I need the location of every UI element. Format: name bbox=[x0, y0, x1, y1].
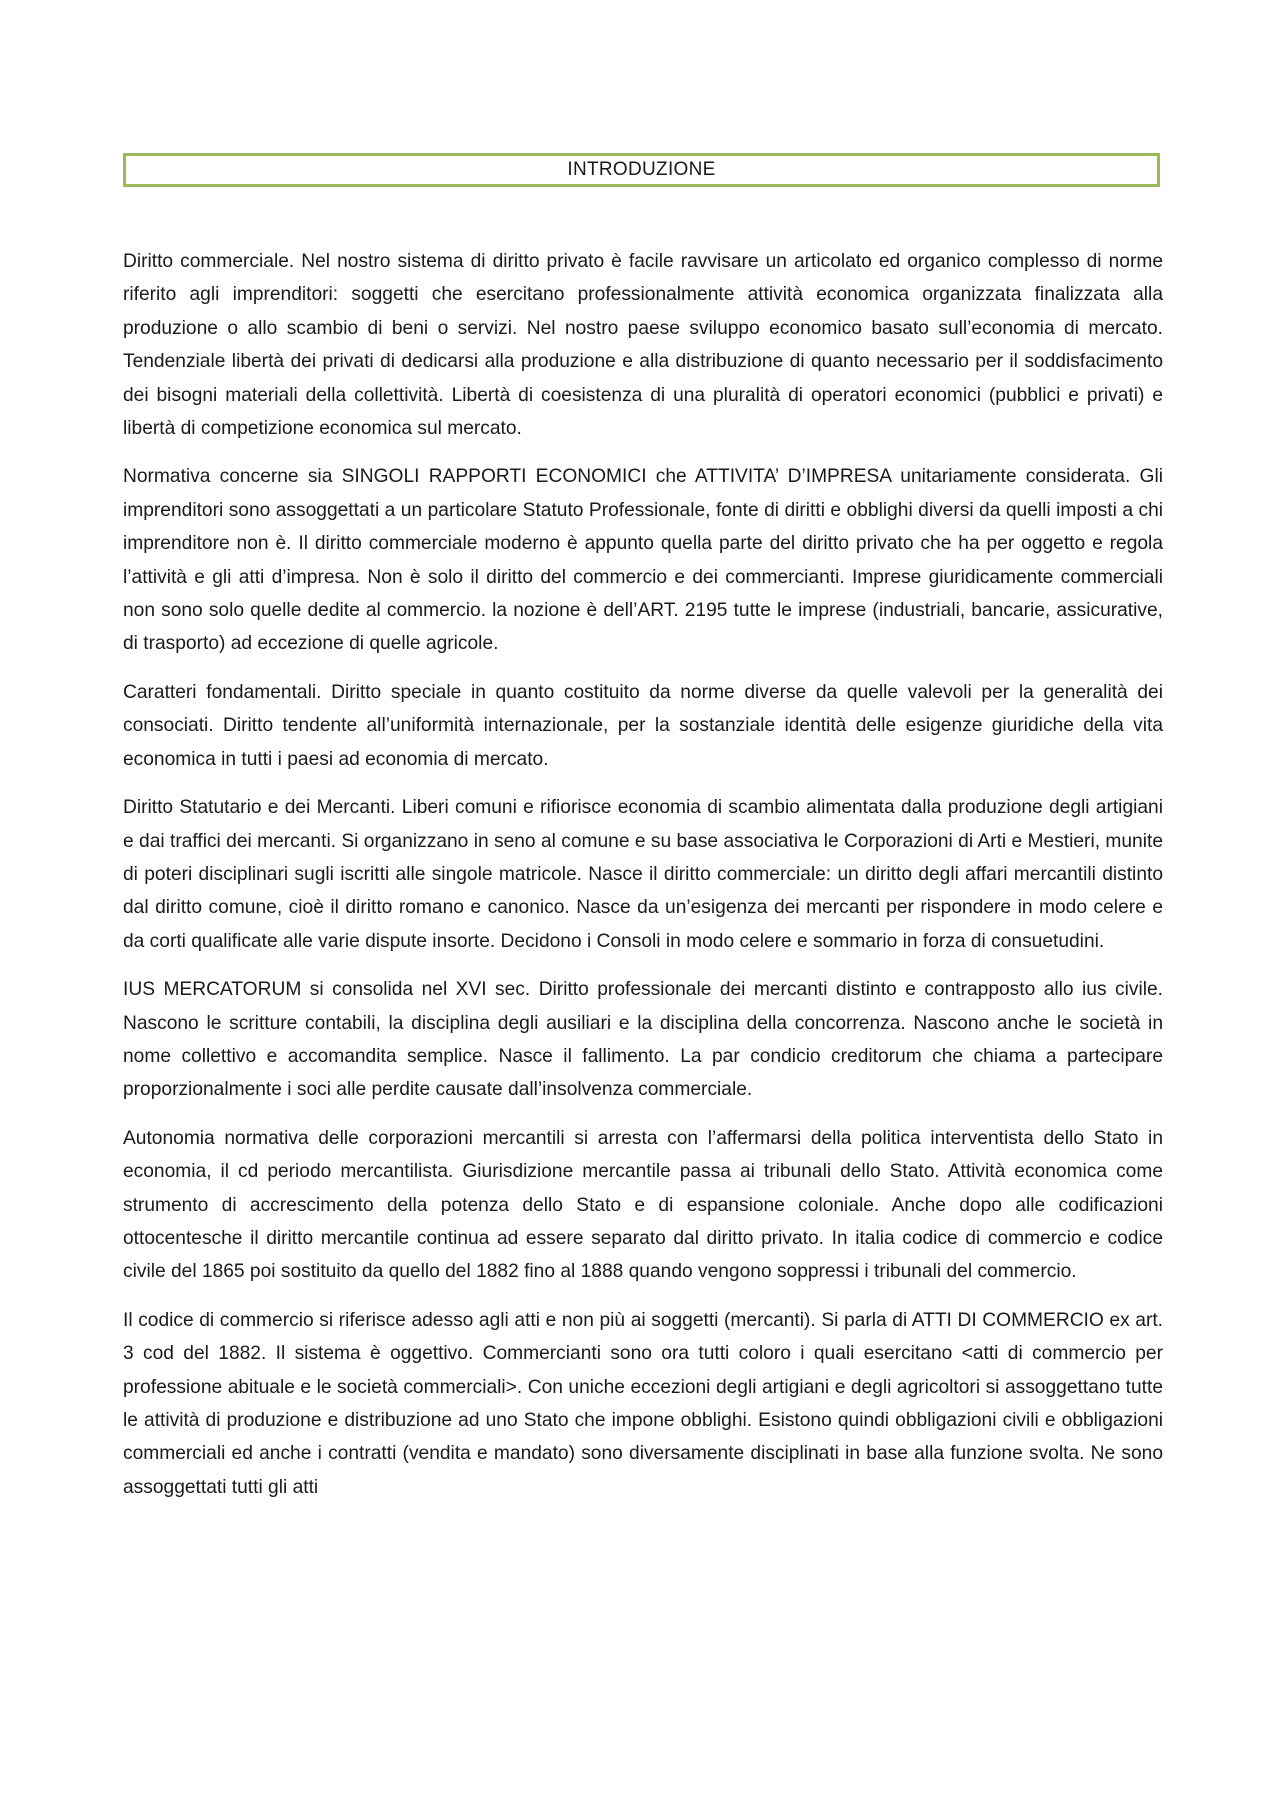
paragraph-caratteri-fondamentali: Caratteri fondamentali. Diritto speciale in quanto costituito da norme diverse da quelle valevoli per la generalità dei consociati. Diritto tendente all’uniformità internazionale, per la sostanziale identità delle esigenze giuridiche della vita economica in tutti i paesi ad economia di mercato. bbox=[123, 681, 1163, 770]
paragraph-normativa: Normativa concerne sia SINGOLI RAPPORTI ECONOMICI che ATTIVITA’ D’IMPRESA unitariamente considerata. Gli imprenditori sono assoggettati a un particolare Statuto Professionale, fonte di diritti e obblighi diversi da quelli imposti a chi imprenditore non è. Il diritto commerciale moderno è appunto quella parte del diritto privato che ha per oggetto e regola l’attività e gli atti d’impresa. Non è solo il diritto del commercio e dei commercianti. Imprese giuridicamente commerciali non sono solo quelle dedite al commercio. la nozione è dell’ART. 2195 tutte le imprese (industriali, bancarie, assicurative, di trasporto) ad eccezione di quelle agricole. bbox=[123, 466, 1163, 655]
paragraph-diritto-commerciale: Diritto commerciale. Nel nostro sistema di diritto privato è facile ravvisare un articolato ed organico complesso di norme riferito agli imprenditori: soggetti che esercitano professionalmente attività economica organizzata finalizzata alla produzione o allo scambio di beni o servizi. Nel nostro paese sviluppo economico basato sull’economia di mercato. Tendenziale libertà dei privati di dedicarsi alla produzione e alla distribuzione di quanto necessario per il soddisfacimento dei bisogni materiali della collettività. Libertà di coesistenza di una pluralità di operatori economici (pubblici e privati) e libertà di competizione economica sul mercato. bbox=[123, 251, 1163, 440]
page-title: INTRODUZIONE bbox=[567, 159, 716, 180]
title-box bbox=[123, 153, 1160, 187]
document-body bbox=[123, 245, 1163, 1519]
paragraph-autonomia-normativa: Autonomia normativa delle corporazioni mercantili si arresta con l’affermarsi della politica interventista dello Stato in economia, il cd periodo mercantilista. Giurisdizione mercantile passa ai tribunali dello Stato. Attività economica come strumento di accrescimento della potenza dello Stato e di espansione coloniale. Anche dopo alle codificazioni ottocentesche il diritto mercantile continua ad essere separato dal diritto privato. In italia codice di commercio e codice civile del 1865 poi sostituito da quello del 1882 fino al 1888 quando vengono soppressi i tribunali del commercio. bbox=[123, 1127, 1163, 1283]
paragraph-diritto-statutario: Diritto Statutario e dei Mercanti. Liberi comuni e rifiorisce economia di scambio alimentata dalla produzione degli artigiani e dai traffici dei mercanti. Si organizzano in seno al comune e su base associativa le Corporazioni di Arti e Mestieri, munite di poteri disciplinari sugli iscritti alle singole matricole. Nasce il diritto commerciale: un diritto degli affari mercantili distinto dal diritto comune, cioè il diritto romano e canonico. Nasce da un’esigenza dei mercanti per rispondere in modo celere e da corti qualificate alle varie dispute insorte. Decidono i Consoli in modo celere e sommario in forza di consuetudini. bbox=[123, 797, 1163, 952]
paragraph-codice-di-commercio: Il codice di commercio si riferisce adesso agli atti e non più ai soggetti (mercanti). Si parla di ATTI DI COMMERCIO ex art. 3 cod del 1882. Il sistema è oggettivo. Commercianti sono ora tutti coloro i quali esercitano <atti di commercio per professione abituale e le società commerciali>. Con uniche eccezioni degli artigiani e degli agricoltori si assoggettano tutte le attività di produzione e distribuzione ad uno Stato che impone obblighi. Esistono quindi obbligazioni civili e obbligazioni commerciali ed anche i contratti (vendita e mandato) sono diversamente disciplinati in base alla funzione svolta. Ne sono assoggettati tutti gli atti bbox=[123, 1309, 1163, 1498]
paragraph-ius-mercatorum: IUS MERCATORUM si consolida nel XVI sec. Diritto professionale dei mercanti distinto e contrapposto allo ius civile. Nascono le scritture contabili, la disciplina degli ausiliari e la disciplina della concorrenza. Nascono anche le società in nome collettivo e accomandita semplice. Nasce il fallimento. La par condicio creditorum che chiama a partecipare proporzionalmente i soci alle perdite causate dall’insolvenza commerciale. bbox=[123, 979, 1163, 1101]
